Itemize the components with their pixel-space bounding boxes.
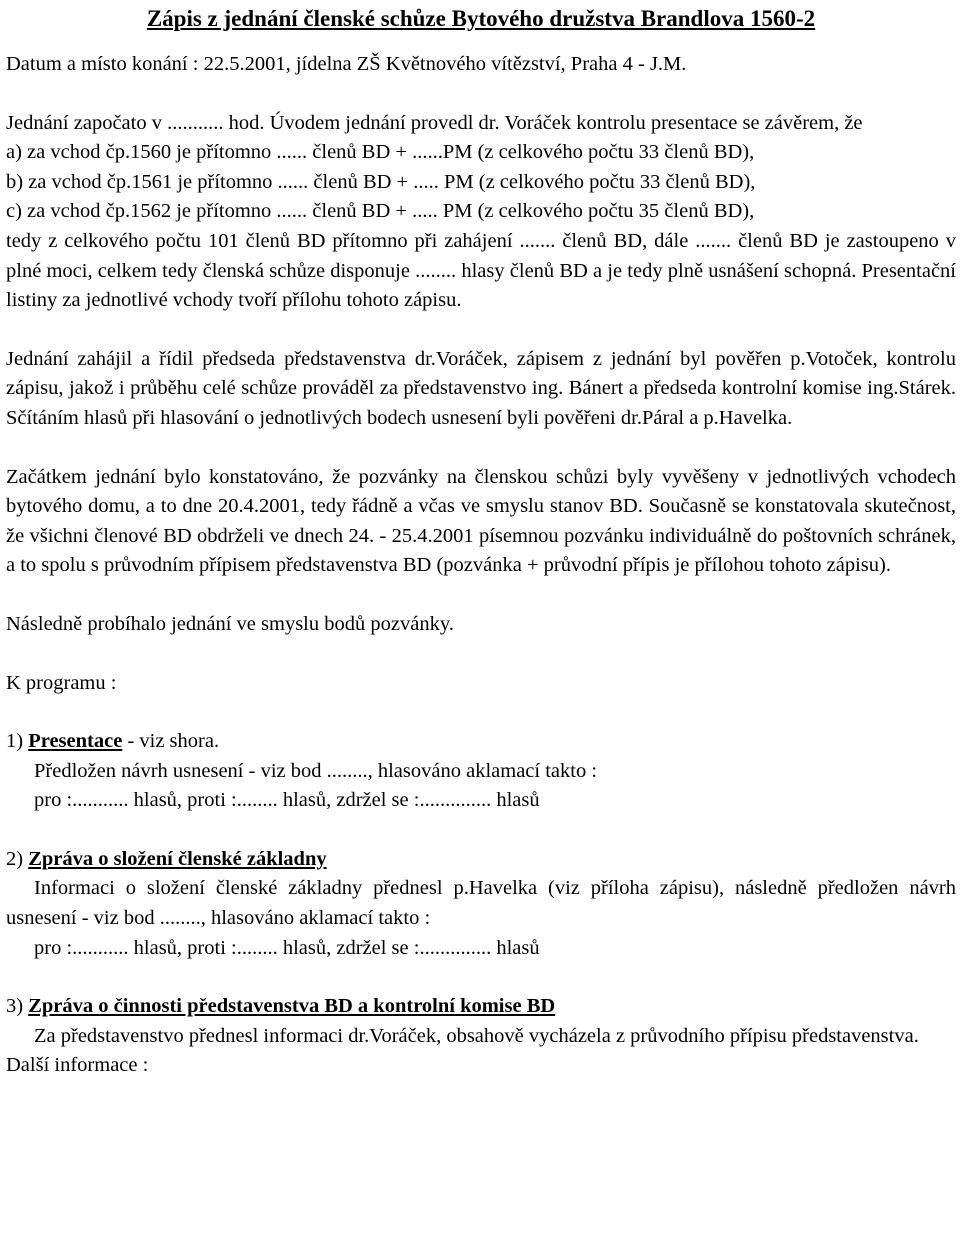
presence-intro: Jednání započato v ........... hod. Úvodem jednání provedl dr. Voráček kontrolu presentace se závěrem, že (6, 111, 863, 134)
spacer (6, 36, 956, 50)
program-item-number: 1) (6, 730, 24, 753)
program-item-number: 2) (6, 847, 24, 870)
program-item-3-body: Za představenstvo přednesl informaci dr.Voráček, obsahově vycházela z průvodního přípisu představenstva. (34, 1024, 919, 1047)
program-item-3-heading: Zpráva o činnosti představenstva BD a kontrolní komise BD (28, 995, 556, 1018)
program-item-1-suffix: - viz shora. (122, 730, 220, 753)
program-heading: K programu : (6, 671, 117, 694)
document-title: Zápis z jednání členské schůze Bytového družstva Brandlova 1560-2 (146, 6, 816, 31)
presence-section (6, 109, 956, 316)
presence-line-c: c) za vchod čp.1562 je přítomno ...... členů BD + ..... PM (z celkového počtu 35 členů BD), (6, 200, 755, 223)
program-item-2-heading-line (6, 845, 956, 875)
program-item-number: 3) (6, 995, 24, 1018)
presence-line-b: b) za vchod čp.1561 je přítomno ...... členů BD + ..... PM (z celkového počtu 33 členů BD), (6, 170, 756, 193)
more-info-label: Další informace : (6, 1054, 149, 1077)
following-sentence: Následně probíhalo jednání ve smyslu bodů pozvánky. (6, 612, 454, 635)
spacer (6, 816, 956, 845)
presence-line-a: a) za vchod čp.1560 je přítomno ...... členů BD + ......PM (z celkového počtu 33 členů BD), (6, 141, 755, 164)
program-item-3 (6, 992, 956, 1051)
program-item-1 (6, 727, 956, 816)
program-item-3-heading-line (6, 992, 956, 1022)
program-item-2-body: Informaci o složení členské základny přednesl p.Havelka (viz příloha zápisu), následně předložen návrh usnesení - viz bod ........, hlasováno aklamací takto : (6, 877, 956, 930)
spacer (6, 434, 956, 463)
spacer (6, 963, 956, 992)
chair-paragraph: Jednání zahájil a řídil předseda představenstva dr.Voráček, zápisem z jednání byl pověřen p.Votoček, kontrolu zápisu, jakož i průběhu celé schůze prováděl za představenstvo ing. Bánert a předseda kontrolní komise ing.Stárek. Sčítáním hlasů při hlasování o jednotlivých bodech usnesení byli pověřeni dr.Páral a p.Havelka. (6, 347, 956, 429)
program-item-2-votes: pro :........... hlasů, proti :........ hlasů, zdržel se :.............. hlasů (34, 936, 540, 959)
spacer (6, 640, 956, 669)
spacer (6, 698, 956, 727)
program-item-2-heading: Zpráva o složení členské základny (28, 847, 327, 870)
program-item-1-proposal: Předložen návrh usnesení - viz bod ........, hlasováno aklamací takto : (34, 759, 598, 782)
program-item-1-heading: Presentace (28, 730, 123, 753)
presence-summary: tedy z celkového počtu 101 členů BD přítomno při zahájení ....... členů BD, dále ....... členů BD je zastoupeno v plné moci, celkem tedy členská schůze disponuje ........ hlasy členů BD a je tedy plně usnášení schopná. Presentační listiny za jednotlivé vchody tvoří přílohu tohoto zápisu. (6, 229, 956, 312)
program-item-1-heading-line (6, 727, 956, 757)
meeting-info: Datum a místo konání : 22.5.2001, jídelna ZŠ Květnového vítězství, Praha 4 - J.M. (6, 53, 687, 75)
program-item-1-votes: pro :........... hlasů, proti :........ hlasů, zdržel se :.............. hlasů (34, 789, 540, 812)
program-item-2 (6, 845, 956, 963)
spacer (6, 581, 956, 610)
spacer (6, 80, 956, 109)
spacer (6, 316, 956, 345)
invitation-paragraph: Začátkem jednání bylo konstatováno, že pozvánky na členskou schůzi byly vyvěšeny v jednotlivých vchodech bytového domu, a to dne 20.4.2001, tedy řádně a včas ve smyslu stanov BD. Současně se konstatovala skutečnost, že všichni členové BD obdrželi ve dnech 24. - 25.4.2001 písemnou pozvánku individuálně do poštovních schránek, a to spolu s průvodním přípisem představenstva BD (pozvánka + průvodní přípis je přílohou tohoto zápisu). (6, 465, 956, 577)
